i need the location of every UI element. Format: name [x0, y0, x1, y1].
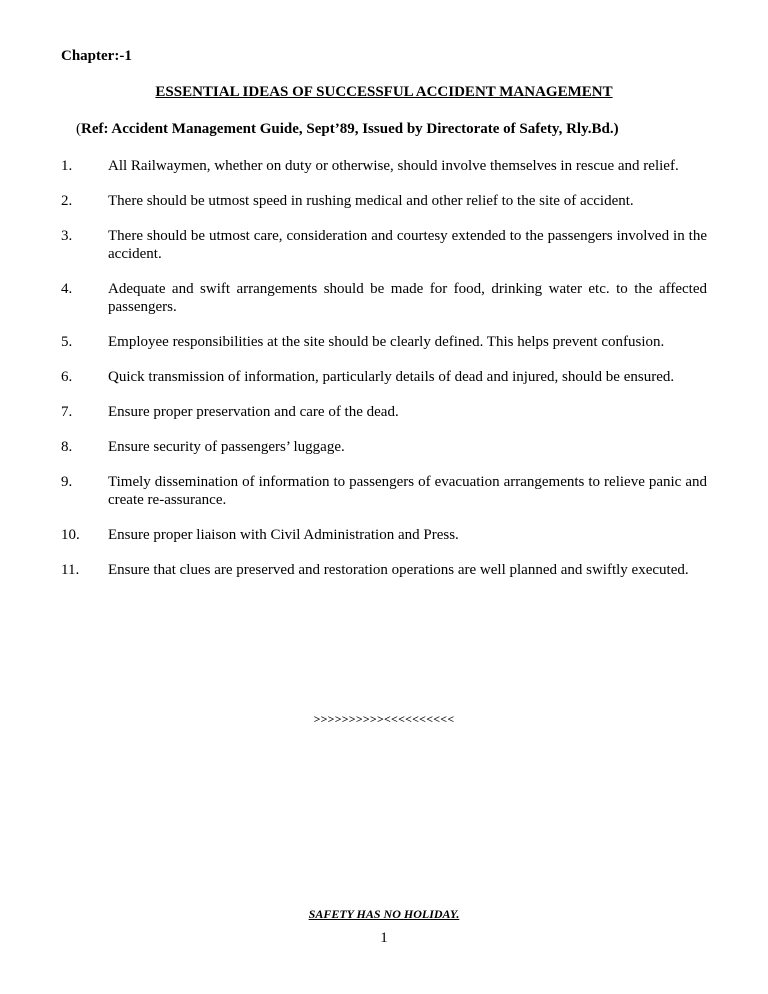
item-text: Adequate and swift arrangements should be made for food, drinking water etc. to the affected passengers.: [108, 281, 707, 315]
page-title: [0, 84, 768, 101]
list-item: [61, 280, 707, 316]
reference-text: Ref: Accident Management Guide, Sept’89, Issued by Directorate of Safety, Rly.Bd.): [81, 121, 619, 137]
section-divider: >>>>>>>>>><<<<<<<<<<: [313, 712, 455, 726]
item-number: 5.: [61, 334, 73, 350]
item-number: 6.: [61, 369, 73, 385]
reference-line: [76, 121, 619, 138]
item-number: 9.: [61, 474, 73, 490]
item-text: Quick transmission of information, particularly details of dead and injured, should be ensured.: [108, 369, 675, 385]
item-text: Employee responsibilities at the site should be clearly defined. This helps prevent confusion.: [108, 334, 665, 350]
item-text: Ensure proper liaison with Civil Administration and Press.: [108, 527, 459, 543]
item-text: Ensure proper preservation and care of the dead.: [108, 404, 399, 420]
list-item: [61, 526, 707, 544]
list-item: [61, 333, 707, 351]
list-item: [61, 192, 707, 210]
reference-open-paren: (: [76, 121, 81, 137]
list-item: [61, 227, 707, 263]
item-text: There should be utmost care, consideration and courtesy extended to the passengers involved in the accident.: [108, 228, 707, 262]
item-number: 3.: [61, 228, 73, 244]
item-number: 2.: [61, 193, 73, 209]
item-number: 11.: [61, 562, 80, 578]
list-item: [61, 473, 707, 509]
list-item: [61, 561, 707, 579]
item-number: 4.: [61, 281, 73, 297]
item-number: 8.: [61, 439, 73, 455]
item-number: 1.: [61, 158, 73, 174]
item-text: There should be utmost speed in rushing medical and other relief to the site of accident.: [108, 193, 634, 209]
list-item: [61, 157, 707, 175]
item-text: Ensure security of passengers’ luggage.: [108, 439, 345, 455]
ideas-list: [61, 157, 707, 596]
list-item: [61, 403, 707, 421]
list-item: [61, 438, 707, 456]
item-number: 7.: [61, 404, 73, 420]
item-text: Timely dissemination of information to passengers of evacuation arrangements to relieve panic and create re-assurance.: [108, 474, 707, 508]
item-text: All Railwaymen, whether on duty or otherwise, should involve themselves in rescue and relief.: [108, 158, 679, 174]
item-text: Ensure that clues are preserved and restoration operations are well planned and swiftly executed.: [108, 562, 689, 578]
chapter-heading: Chapter:-1: [61, 48, 132, 64]
item-number: 10.: [61, 527, 80, 543]
list-item: [61, 368, 707, 386]
page-title-text: ESSENTIAL IDEAS OF SUCCESSFUL ACCIDENT MANAGEMENT: [155, 84, 613, 100]
footer-slogan: SAFETY HAS NO HOLIDAY.: [308, 907, 460, 921]
page-number: 1: [380, 930, 388, 946]
